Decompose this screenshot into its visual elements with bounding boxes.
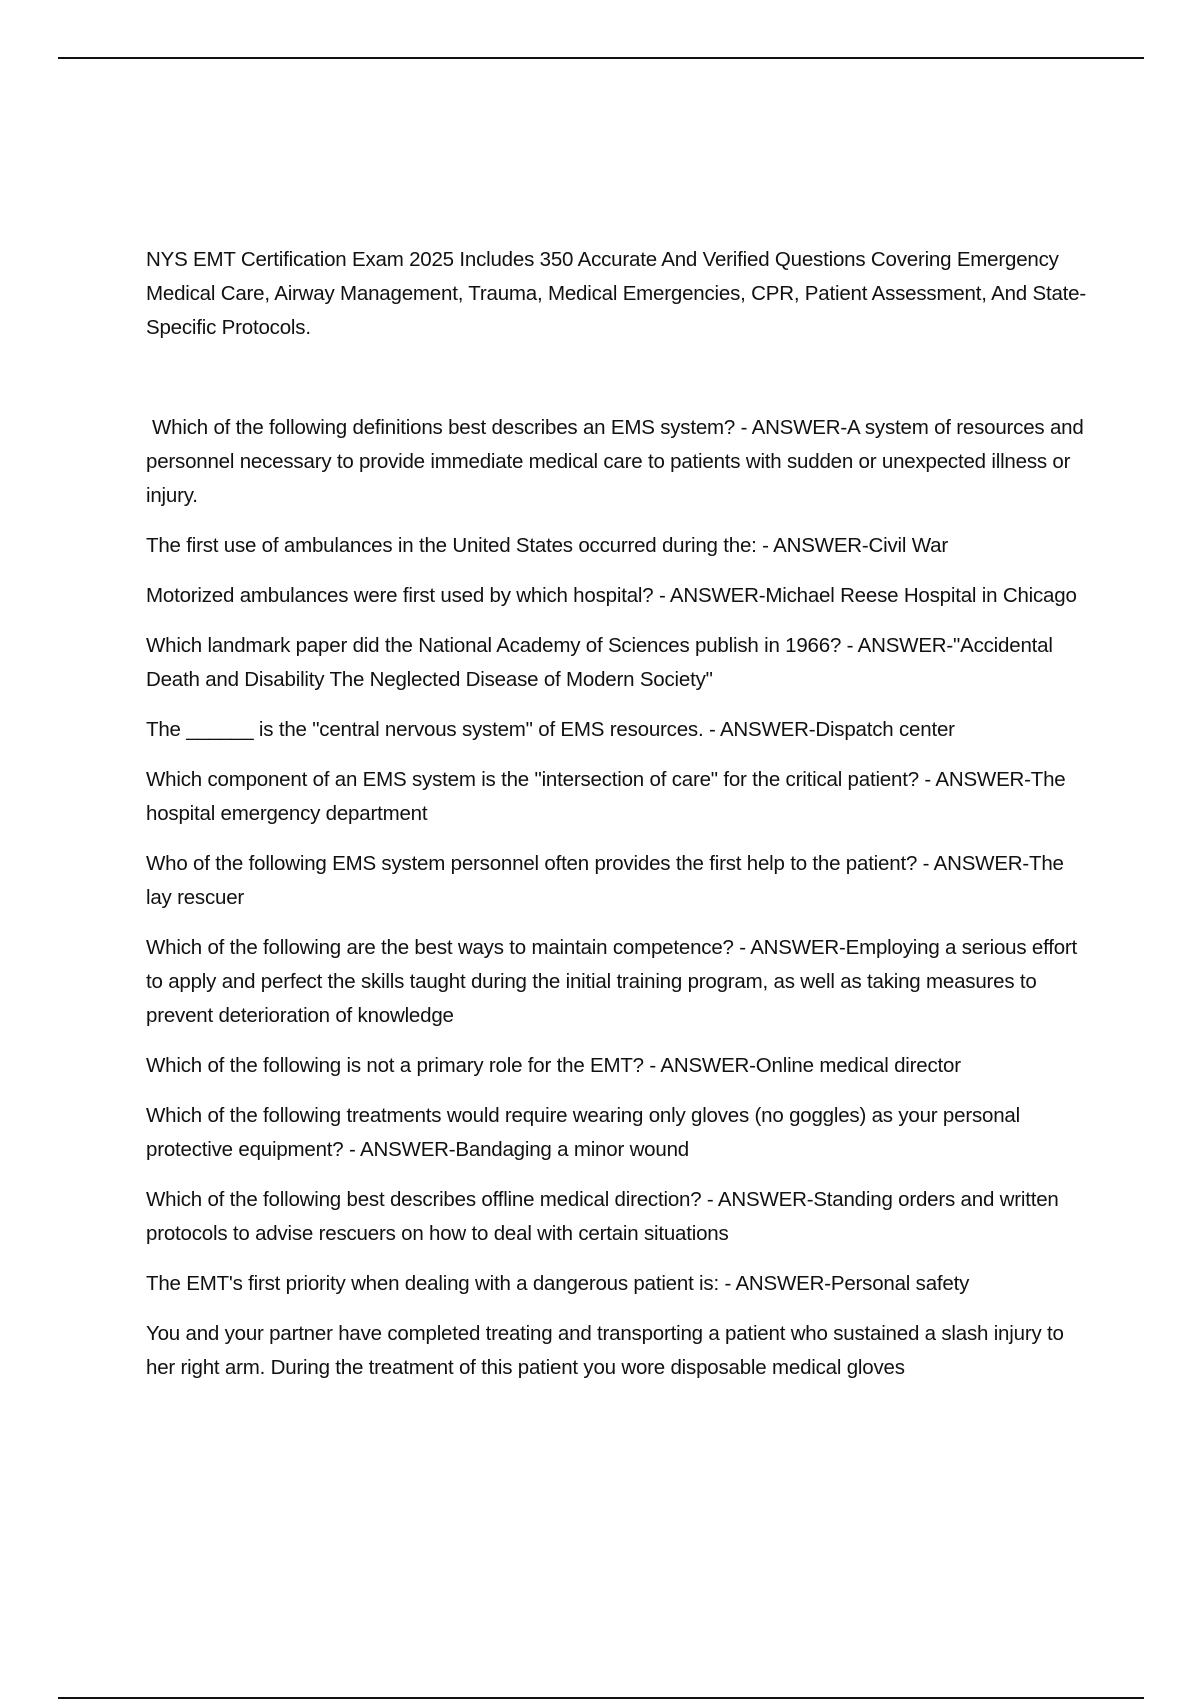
qa-item: Which of the following is not a primary role for the EMT? - ANSWER-Online medical director — [146, 1054, 961, 1077]
document-title: NYS EMT Certification Exam 2025 Includes 350 Accurate And Verified Questions Covering Emergency Medical Care, Airway Management, Trauma, Medical Emergencies, CPR, Patient Assessment, And State-Specific Protocols. — [146, 248, 1086, 339]
qa-list — [146, 411, 1091, 1385]
qa-item: Which of the following treatments would require wearing only gloves (no goggles) as your personal protective equipment? - ANSWER-Bandaging a minor wound — [146, 1104, 1020, 1161]
document-body — [146, 243, 1091, 1401]
qa-item: Which landmark paper did the National Academy of Sciences publish in 1966? - ANSWER-"Accidental Death and Disability The Neglected Disease of Modern Society" — [146, 634, 1053, 691]
qa-item: You and your partner have completed treating and transporting a patient who sustained a slash injury to her right arm. During the treatment of this patient you wore disposable medical gloves — [146, 1322, 1064, 1379]
qa-item: The ______ is the "central nervous system" of EMS resources. - ANSWER-Dispatch center — [146, 718, 955, 741]
qa-item: Motorized ambulances were first used by which hospital? - ANSWER-Michael Reese Hospital in Chicago — [146, 584, 1077, 607]
qa-item: Which of the following definitions best describes an EMS system? - ANSWER-A system of resources and personnel necessary to provide immediate medical care to patients with sudden or unexpected illness or injury. — [146, 416, 1084, 507]
qa-item: Which component of an EMS system is the "intersection of care" for the critical patient? - ANSWER-The hospital emergency department — [146, 768, 1066, 825]
qa-item: Which of the following best describes offline medical direction? - ANSWER-Standing orders and written protocols to advise rescuers on how to deal with certain situations — [146, 1188, 1059, 1245]
top-divider — [58, 57, 1144, 59]
qa-item: The first use of ambulances in the United States occurred during the: - ANSWER-Civil War — [146, 534, 948, 557]
qa-item: The EMT's first priority when dealing with a dangerous patient is: - ANSWER-Personal safety — [146, 1272, 970, 1295]
qa-item: Which of the following are the best ways to maintain competence? - ANSWER-Employing a serious effort to apply and perfect the skills taught during the initial training program, as well as taking measures to prevent deterioration of knowledge — [146, 936, 1078, 1027]
qa-item: Who of the following EMS system personnel often provides the first help to the patient? - ANSWER-The lay rescuer — [146, 852, 1064, 909]
bottom-divider — [58, 1697, 1144, 1699]
